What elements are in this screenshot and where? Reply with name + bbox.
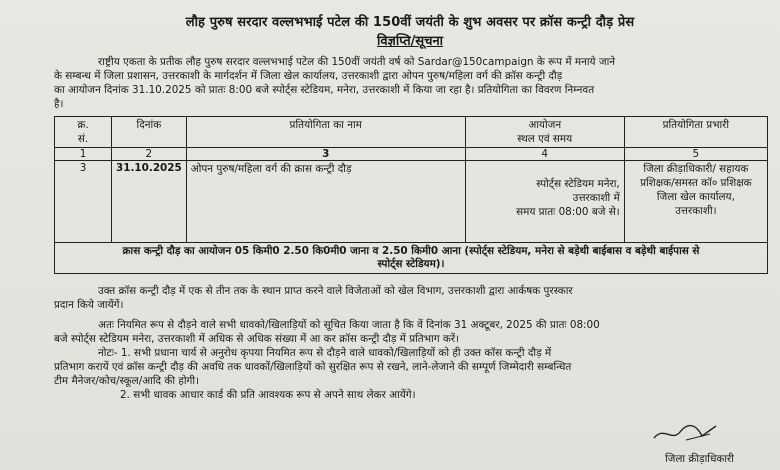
prize-paragraph — [54, 284, 766, 312]
signatory-designation: जिला क्रीड़ाधिकारी — [664, 453, 734, 465]
note-line: प्रतिभाग करायें एवं क्रॉस कन्ट्री दौड़ की अवधि तक धावकों/खिलाड़ियों को सुरक्षित रूप से रखने, लाने-लेजाने की सम्पूर्ण जिम्मेदारी सम्बन्धित — [54, 361, 572, 373]
table-header-row — [55, 117, 768, 148]
row-incharge-line: जिला खेल कार्यालय, — [656, 191, 735, 203]
footer-line: क्रास कन्ट्री दौड़ का आयोजन 05 किमी0 2.50 कि0मी0 जाना व 2.50 किमी0 आना (स्पोर्ट्स स्टेडियम, मनेरा से बड़ेथी बाईबास व बड़ेथी बाईपास से — [122, 245, 700, 257]
intro-line: का आयोजन दिनांक 31.10.2025 को प्रातः 8:00 बजे स्पोर्ट्स स्टेडियम, मनेरा, उत्तरकाशी में किया जा रहा है। प्रतियोगिता का विवरण निम्नवत — [54, 84, 595, 96]
competition-table — [54, 116, 768, 274]
intro-line: के सम्बन्ध में जिला प्रशासन, उत्तरकाशी के मार्गदर्शन में जिला खेल कार्यालय, उत्तरकाशी द्वारा ओपन पुरुष/महिला वर्ग की क्रॉस कन्ट्री दौड़ — [54, 70, 563, 82]
notes-section — [54, 346, 766, 402]
intro-line: राष्ट्रीय एकता के प्रतीक लौह पुरुष सरदार वल्लभभाई पटेल की 150वीं जयंती वर्ष को Sardar@150campaign के रूप में मनाये जाने — [98, 56, 616, 68]
row-venue-line: समय प्रातः 08:00 बजे से। — [516, 206, 620, 218]
header-sno — [55, 117, 112, 148]
column-number: 5 — [624, 148, 767, 161]
column-number: 1 — [55, 148, 112, 161]
header-date: दिनांक — [112, 117, 187, 148]
row-venue-line: उत्तरकाशी में — [572, 192, 620, 204]
participation-paragraph — [54, 318, 766, 346]
row-venue — [465, 161, 624, 243]
prize-line: प्रदान किये जायेंगें। — [54, 299, 124, 311]
header-incharge: प्रतियोगिता प्रभारी — [624, 117, 767, 148]
column-number: 4 — [465, 148, 624, 161]
document-title: लौह पुरुष सरदार वल्लभभाई पटेल की 150वीं जयंती के शुभ अवसर पर क्रॉस कन्ट्री दौड़ प्रेस — [185, 15, 635, 30]
note-line: टीम मैनेजर/कोच/स्कूल/आदि की होगी। — [54, 375, 200, 387]
row-incharge-line: उत्तरकाशी। — [675, 205, 717, 217]
header-venue-line: स्थल एवं समय — [517, 133, 573, 145]
row-incharge — [624, 161, 767, 243]
participation-line: अतः नियमित रूप से दौड़ने वाले सभी धावको/खिलाड़ियों को सूचित किया जाता है कि वें दिनांक 31 अक्टूबर, 2025 की प्रातः 08:00 — [98, 319, 600, 331]
signature-block — [665, 452, 734, 466]
table-footer-note — [55, 243, 768, 274]
intro-paragraph — [54, 55, 766, 111]
note-line: नोटः- 1. सभी प्रधाना चार्य से अनुरोध कृपया नियमित रूप से दौड़ने वाले धावको/खिलाड़ियों को ही उक्त कॉस कन्ट्री दौड़ में — [98, 347, 552, 359]
prize-line: उक्त क्रॉस कन्ट्री दौड़ में एक से तीन तक के स्थान प्राप्त करने वाले विजेताओं को खेल विभाग, उत्तरकाशी द्वारा आर्कषक पुरस्कार — [98, 285, 573, 297]
intro-line: है। — [54, 98, 64, 110]
header-venue — [465, 117, 624, 148]
table-row — [55, 161, 768, 243]
participation-line: बजे स्पोर्ट्स स्टेडियम मनेरा, उत्तरकाशी में अधिक से अधिक संख्या में आ कर क्रॉस कन्ट्री दौड़ में प्रतिभाग करें। — [54, 333, 460, 345]
header-sno-line: क्र. — [77, 119, 89, 131]
row-incharge-line: प्रशिक्षक/समस्त कॉ० प्रशिक्षक — [640, 177, 752, 189]
row-venue-line: स्पोर्ट्स स्टेडियम मनेरा, — [536, 178, 620, 190]
row-name: ओपन पुरुष/महिला वर्ग की क्रास कन्ट्री दौड़ — [186, 161, 465, 243]
table-number-row — [55, 148, 768, 161]
row-date: 31.10.2025 — [112, 161, 187, 243]
note-line: 2. सभी धावक आधार कार्ड की प्रति आवश्यक रूप से अपने साथ लेकर आयेंगे। — [120, 389, 416, 401]
signature-scribble — [650, 422, 720, 444]
row-incharge-line: जिला क्रीड़ाधिकारी/ सहायक — [643, 163, 749, 175]
header-venue-line: आयोजन — [528, 119, 562, 131]
document-subtitle: विज्ञप्ति/सूचना — [376, 34, 444, 49]
row-sno: 3 — [55, 161, 112, 243]
header-sno-line: सं. — [77, 133, 89, 145]
header-name: प्रतियोगिता का नाम — [186, 117, 465, 148]
column-number: 3 — [186, 148, 465, 161]
column-number: 2 — [112, 148, 187, 161]
footer-line: स्पोर्ट्स स्टेडियम)। — [377, 258, 445, 270]
table-footer-row — [55, 243, 768, 274]
